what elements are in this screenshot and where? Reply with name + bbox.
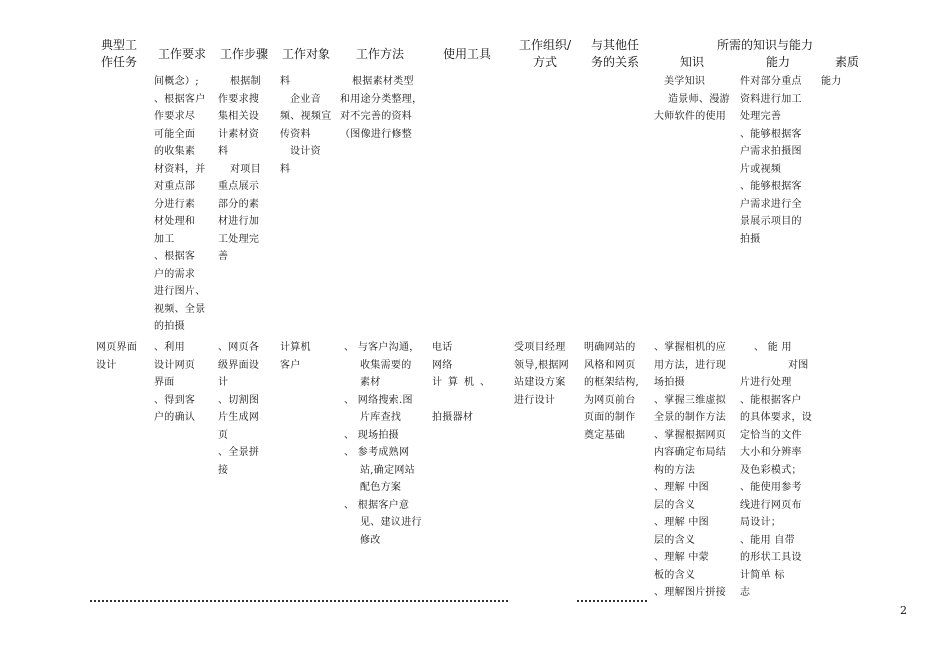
row1-ability: 件对部分重点 资料进行加工 处理完善 、能够根据客 户需求拍摄图 片或视频 、能够根据客 户需求进行全 景展示项目的 拍摄 <box>740 76 802 245</box>
header-ability: 能力 <box>765 55 790 69</box>
row2-knowledge: 、掌握相机的应 用方法，进行现 场拍摄 、掌握三维虚拟 全景的制作方法 、掌握根据网页 内容确定布局结 构的方法 、理解 中图 层的含义 、理解 中图 层的含义 、理解 中蒙 板的含义 、理解图片拼接 <box>654 342 727 598</box>
row1-quality: 能力 <box>821 76 842 87</box>
row2-methods: 、 与客户沟通， 收集需要的 素材 、 网络搜索.图 片库查找 、 现场拍摄 、 参考成熟网 站,确定网站 配色方案 、 根据客户意 见、建议进行 修改 <box>344 342 422 546</box>
header-objects: 工作对象 <box>281 47 330 61</box>
header-methods: 工作方法 <box>355 47 404 61</box>
row2-tools: 电话 网络 计算机、 拍摄器材 <box>432 342 496 423</box>
row2-task: 网页界面 设计 <box>96 342 138 371</box>
row2-requirements: 、利用 设计网页 界面 、得到客 户的确认 <box>154 342 196 423</box>
header-relations: 与其他任 务的关系 <box>590 38 639 69</box>
header-task: 典型工 作任务 <box>100 38 137 69</box>
footer-dotted-line-right <box>577 600 647 602</box>
page-number: 2 <box>900 604 907 617</box>
row2-objects: 计算机 客户 <box>280 342 311 371</box>
row2-ability: 、 能 用 对图 片进行处理 、能根据客户 的具体要求，设 定恰当的文件 大小和分辨率 及色彩模式； 、能使用参考 线进行网页布 局设计； 、能用 自带 的形状工具设 计简单 标 志 <box>740 342 813 598</box>
row1-knowledge: 美学知识 造景师、漫游 大师软件的使用 <box>654 76 730 122</box>
footer-dotted-line-left <box>90 600 508 602</box>
header-quality: 素质 <box>834 55 859 69</box>
row1-methods: 根据素材类型 和用途分类整理， 对不完善的资料 （图像进行修整 <box>340 76 423 140</box>
header-requirements: 工作要求 <box>157 47 206 61</box>
header-tools: 使用工具 <box>442 47 491 61</box>
row1-requirements: 间概念）; 、根据客户 作要求尽 可能全面 的收集素 材资料，并 对重点部 分进行素 材处理和 加工 、根据客 户的需求 进行图片、 视频、全景 的拍摄 <box>154 76 206 332</box>
header-organization: 工作组织/ 方式 <box>518 38 572 69</box>
row1-steps: 根据制 作要求搜 集相关设 计素材资 料 对项目 重点展示 部分的素 材进行加 工处理完 善 <box>218 76 261 262</box>
header-knowledge: 知识 <box>679 55 704 69</box>
row2-organization: 受项目经理 领导,根据网 站建设方案 进行设计 <box>514 342 569 406</box>
row2-relations: 明确网站的 风格和网页 的框架结构, 为网页前台 页面的制作 奠定基础 <box>584 342 639 441</box>
row1-objects: 料 企业音 频、视频宣 传资料 设计资 料 <box>280 76 332 175</box>
row2-steps: 、网页各 级界面设 计 、切割图 片生成网 页 、全景拼 接 <box>218 342 260 476</box>
header-steps: 工作步骤 <box>219 47 268 61</box>
header-knowledge-group: 所需的知识与能力 <box>716 38 813 52</box>
